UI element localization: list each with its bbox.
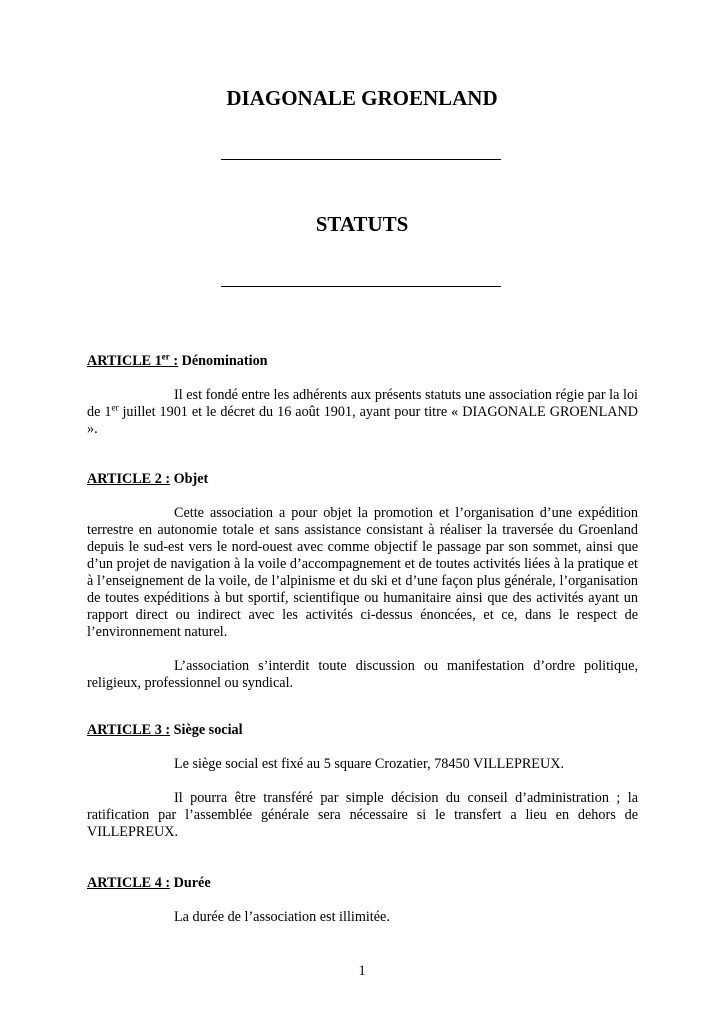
article-1-heading xyxy=(87,353,638,370)
title-rule-top xyxy=(221,159,501,160)
article-2-label: ARTICLE 2 : xyxy=(87,471,171,487)
document-title: DIAGONALE GROENLAND xyxy=(226,86,498,110)
article-1-paragraph-1: Il est fondé entre les adhérents aux présents statuts une association régie par la loi de 1er juillet 1901 et le décret du 16 août 1901, ayant pour titre « DIAGONALE GROENLAND ». xyxy=(87,387,638,437)
article-2-paragraph-1: Cette association a pour objet la promotion et l’organisation d’une expédition terrestre en autonomie totale et sans assistance consistant à réaliser la traversée du Groenland depuis le sud-est vers le nord-ouest avec comme objectif le passage par son sommet, ainsi que d’un projet de navigation à la voile d’accompagnement et de toutes activités liées à la pratique et à l’enseignement de la voile, de l’alpinisme et du ski et d’une façon plus générale, l’organisation de toutes expéditions à but sportif, scientifique ou humanitaire ainsi que des activités ayant un rapport direct ou indirect avec les activités ci-dessus énoncées, et ce, dans le respect de l’environnement naturel. xyxy=(87,505,638,640)
article-3-heading xyxy=(87,722,638,739)
article-4-label: ARTICLE 4 : xyxy=(87,875,171,891)
article-2 xyxy=(87,471,638,692)
article-1 xyxy=(87,353,638,438)
article-2-paragraph-2: L’association s’interdit toute discussion ou manifestation d’ordre politique, religieux, professionnel ou syndical. xyxy=(87,658,638,691)
page-number: 1 xyxy=(358,963,366,979)
article-3-paragraph-2: Il pourra être transféré par simple décision du conseil d’administration ; la ratification par l’assemblée générale sera nécessaire si le transfert a lieu en dehors de VILLEPREUX. xyxy=(87,790,638,840)
article-1-title: Dénomination xyxy=(181,353,268,369)
article-2-title: Objet xyxy=(173,471,209,487)
article-1-label: ARTICLE 1er : xyxy=(87,351,179,369)
article-4 xyxy=(87,875,638,926)
article-3-label: ARTICLE 3 : xyxy=(87,722,171,738)
document-subtitle: STATUTS xyxy=(315,212,409,236)
title-rule-bottom xyxy=(221,286,501,287)
article-4-paragraph-1: La durée de l’association est illimitée. xyxy=(174,909,390,925)
article-3-title: Siège social xyxy=(173,722,243,738)
article-3-paragraph-1: Le siège social est fixé au 5 square Crozatier, 78450 VILLEPREUX. xyxy=(174,756,565,772)
article-3 xyxy=(87,722,638,841)
article-4-title: Durée xyxy=(173,875,211,891)
article-2-heading xyxy=(87,471,638,488)
article-4-heading xyxy=(87,875,638,892)
